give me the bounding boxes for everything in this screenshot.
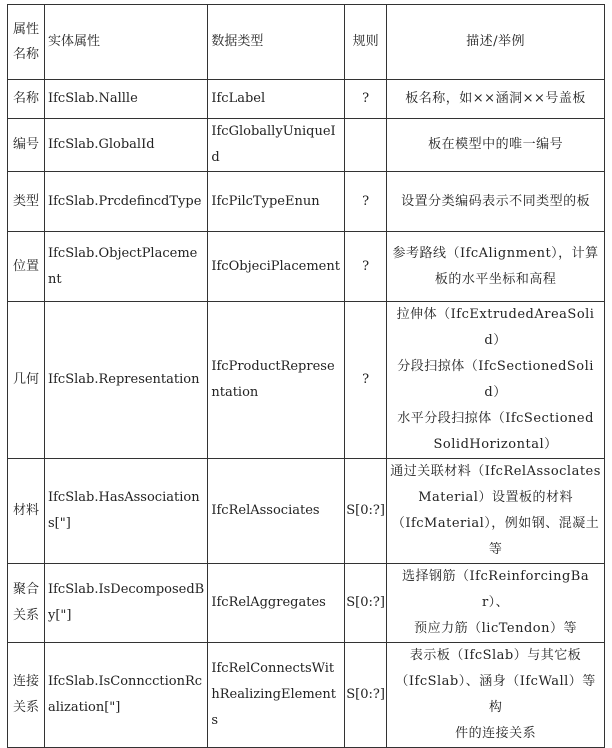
- attribute-name-line: 几何: [12, 372, 39, 387]
- cell-rule: ?: [345, 232, 387, 302]
- cell-description: [387, 564, 605, 643]
- attribute-name-line: 位置: [12, 258, 39, 274]
- description-line: 水平分段扫掠体（IfcSectioned: [397, 411, 594, 426]
- cell-attribute-name: [8, 643, 45, 748]
- cell-description: [387, 119, 605, 172]
- description-line: 拉伸体（IfcExtrudedAreaSolid）: [396, 307, 595, 348]
- table-row: [8, 232, 605, 302]
- header-rule: 规则: [345, 5, 387, 80]
- cell-attribute-name: [8, 172, 45, 232]
- cell-rule: ?: [345, 172, 387, 232]
- cell-data-type: IfcRelAssociates: [208, 459, 345, 564]
- description-line: 通过关联材料（IfcRelAssoclates: [390, 464, 601, 479]
- cell-attribute-name: [8, 459, 45, 564]
- description-line: 板的水平坐标和高程: [434, 271, 557, 287]
- cell-rule: [345, 119, 387, 172]
- attribute-name-line: 关系: [12, 700, 39, 715]
- cell-rule: S[0:?]: [345, 564, 387, 643]
- table-row: [8, 643, 605, 748]
- cell-entity-attribute: IfcSlab.HasAssociations["]: [44, 459, 207, 564]
- description-line: 分段扫掠体（IfcSectionedSolid）: [397, 359, 594, 400]
- cell-description: [387, 80, 605, 119]
- cell-attribute-name: [8, 232, 45, 302]
- cell-attribute-name: [8, 80, 45, 119]
- table-row: [8, 302, 605, 459]
- table-row: [8, 80, 605, 119]
- header-name-line: 名称: [12, 47, 39, 62]
- cell-entity-attribute: IfcSlab.Representation: [44, 302, 207, 459]
- table-row: [8, 172, 605, 232]
- cell-entity-attribute: IfcSlab.IsDecomposedBy["]: [44, 564, 207, 643]
- cell-attribute-name: [8, 302, 45, 459]
- cell-entity-attribute: IfcSlab.GlobalId: [44, 119, 207, 172]
- header-attribute-name: [8, 5, 45, 80]
- cell-data-type: IfcProductRepresentation: [208, 302, 345, 459]
- table-header-row: [8, 5, 605, 80]
- cell-description: [387, 232, 605, 302]
- table-row: [8, 459, 605, 564]
- cell-entity-attribute: IfcSlab.IsConncctionRcalization["]: [44, 643, 207, 748]
- description-line: 预应力筋（licTendon）等: [414, 621, 577, 636]
- cell-data-type: IfcRelConnectsWithRealizingElements: [208, 643, 345, 748]
- header-name-line: 属性: [12, 22, 39, 37]
- description-line: 设置分类编码表示不同类型的板: [401, 193, 591, 209]
- cell-data-type: IfcRelAggregates: [208, 564, 345, 643]
- description-line: 选择钢筋（IfcReinforcingBar）、: [402, 569, 590, 610]
- description-line: 板名称，如××涵洞××号盖板: [405, 91, 586, 106]
- slab-attribute-table-wrapper: [7, 4, 605, 748]
- cell-entity-attribute: IfcSlab.Nallle: [44, 80, 207, 119]
- header-description: 描述/举例: [387, 5, 605, 80]
- description-line: 板在模型中的唯一编号: [428, 137, 564, 152]
- description-line: Material）设置板的材料: [418, 490, 573, 505]
- description-line: （IfcSlab）、涵身（IfcWall）等构: [395, 674, 596, 715]
- attribute-name-line: 编号: [12, 137, 39, 152]
- cell-data-type: IfcGloballyUniqueId: [208, 119, 345, 172]
- description-line: 参考路线（IfcAlignment），计算: [392, 245, 599, 261]
- description-line: （IfcMaterial），例如钢、混凝土等: [391, 516, 600, 557]
- cell-attribute-name: [8, 119, 45, 172]
- cell-entity-attribute: IfcSlab.ObjectPlacement: [44, 232, 207, 302]
- attribute-name-line: 类型: [12, 193, 39, 209]
- table-body: [8, 80, 605, 748]
- header-data-type: 数据类型: [208, 5, 345, 80]
- cell-rule: ?: [345, 80, 387, 119]
- description-line: 件的连接关系: [455, 726, 537, 741]
- attribute-name-line: 名称: [12, 91, 39, 106]
- cell-rule: S[0:?]: [345, 643, 387, 748]
- cell-description: [387, 459, 605, 564]
- table-row: [8, 564, 605, 643]
- attribute-name-line: 关系: [12, 608, 39, 623]
- attribute-name-line: 聚合: [12, 582, 39, 597]
- cell-data-type: IfcPilcTypeEnun: [208, 172, 345, 232]
- table-row: [8, 119, 605, 172]
- description-line: 表示板（IfcSlab）与其它板: [409, 648, 582, 663]
- slab-attribute-table: [7, 4, 605, 748]
- cell-description: [387, 172, 605, 232]
- cell-rule: ?: [345, 302, 387, 459]
- cell-entity-attribute: IfcSlab.PrcdefincdType: [44, 172, 207, 232]
- cell-rule: S[0:?]: [345, 459, 387, 564]
- header-entity-attribute: 实体属性: [44, 5, 207, 80]
- cell-attribute-name: [8, 564, 45, 643]
- attribute-name-line: 材料: [12, 503, 39, 518]
- description-line: SolidHorizontal）: [433, 437, 558, 452]
- cell-data-type: IfcLabel: [208, 80, 345, 119]
- attribute-name-line: 连接: [12, 674, 39, 689]
- cell-description: [387, 302, 605, 459]
- cell-data-type: IfcObjeciPlacement: [208, 232, 345, 302]
- cell-description: [387, 643, 605, 748]
